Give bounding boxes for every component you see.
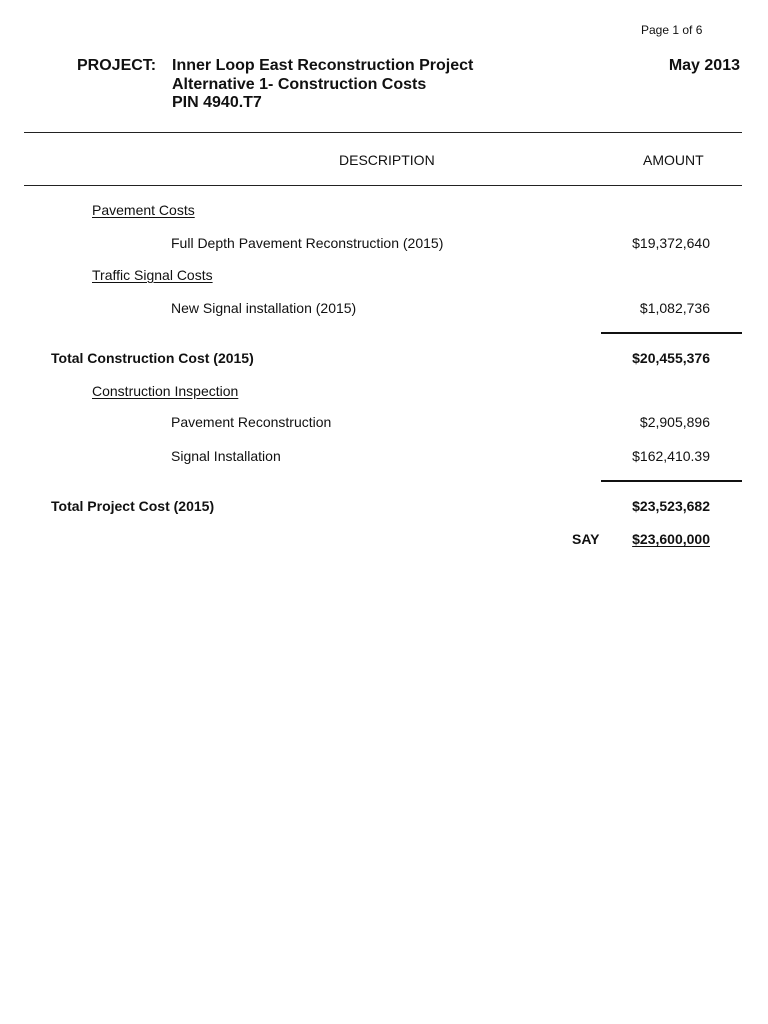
project-name: Inner Loop East Reconstruction Project (172, 57, 474, 74)
line-item-amount: $2,905,896 (639, 414, 710, 430)
line-item-amount: $1,082,736 (639, 300, 710, 316)
total-project-label: Total Project Cost (2015) (51, 498, 215, 514)
subtotal-rule (601, 332, 742, 334)
line-item-description: Signal Installation (171, 448, 281, 464)
say-label: SAY (572, 531, 600, 547)
header-rule-bottom (24, 185, 742, 186)
say-amount: $23,600,000 (632, 531, 710, 547)
total-project-amount: $23,523,682 (632, 498, 710, 514)
report-date: May 2013 (668, 57, 740, 74)
project-pin: PIN 4940.T7 (172, 94, 262, 111)
total-construction-amount: $20,455,376 (632, 350, 710, 366)
line-item-description: Pavement Reconstruction (171, 414, 332, 430)
project-label: PROJECT: (77, 57, 157, 74)
subtotal-rule (601, 480, 742, 482)
section-label-traffic-signal-costs: Traffic Signal Costs (92, 267, 213, 283)
project-header (172, 57, 473, 113)
line-item-amount: $162,410.39 (632, 448, 710, 464)
section-label-construction-inspection: Construction Inspection (92, 383, 239, 399)
project-alternative: Alternative 1- Construction Costs (172, 75, 427, 93)
total-construction-label: Total Construction Cost (2015) (51, 350, 254, 366)
line-item-amount: $19,372,640 (632, 235, 710, 251)
amount-column-header: AMOUNT (643, 152, 704, 168)
header-rule-top (24, 132, 742, 133)
description-column-header: DESCRIPTION (339, 152, 435, 168)
line-item-description: Full Depth Pavement Reconstruction (2015) (171, 235, 444, 251)
page-number: Page 1 of 6 (641, 23, 703, 37)
line-item-description: New Signal installation (2015) (171, 300, 357, 316)
section-label-pavement-costs: Pavement Costs (92, 202, 195, 218)
